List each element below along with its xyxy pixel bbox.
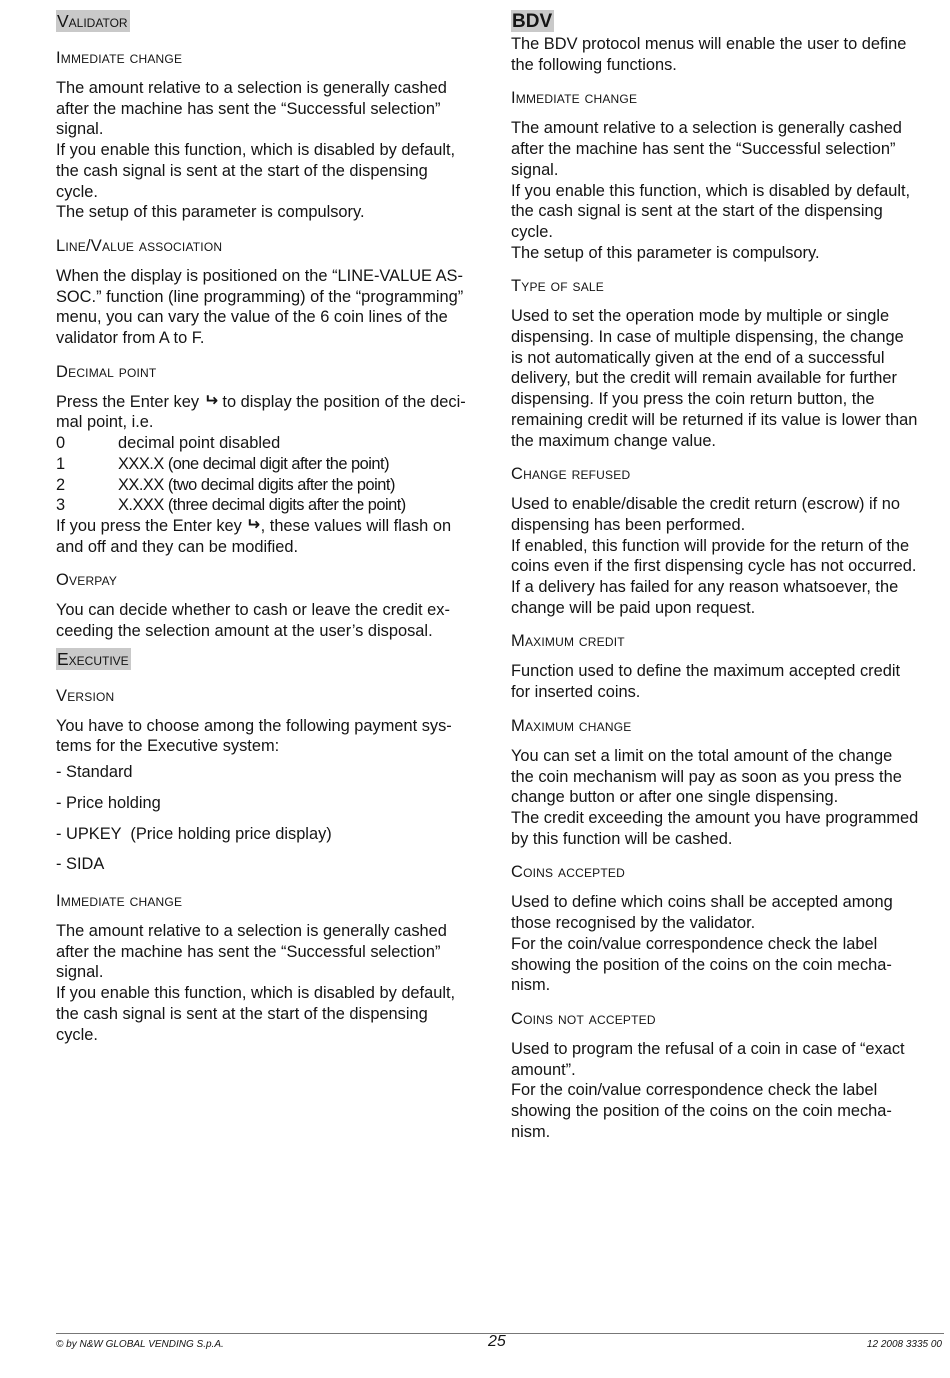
text-line: The setup of this parameter is compulsory.	[511, 243, 820, 262]
text-line: the maximum change value.	[511, 431, 716, 450]
change-refused-heading: Change refused	[511, 465, 631, 484]
text-line: Function used to define the maximum accepted credit	[511, 662, 901, 681]
text-line: Used to enable/disable the credit return (escrow) if no	[511, 495, 901, 514]
enter-key-icon: ↵	[203, 390, 218, 410]
decimal-option-row	[56, 433, 486, 454]
text-line: dispensing. In case of multiple dispensing, the change	[511, 328, 904, 347]
footer-copyright: © by N&W GLOBAL VENDING S.p.A.	[56, 1339, 224, 1350]
text-line: the cash signal is sent at the start of the dispensing	[56, 161, 428, 180]
text-line: showing the position of the coins on the coin mecha-	[511, 1102, 892, 1121]
immediate-change-heading: Immediate change	[56, 49, 183, 67]
text-line: the cash signal is sent at the start of the dispensing	[56, 1004, 428, 1023]
coins-not-accepted-text	[511, 1039, 943, 1143]
bdv-intro-text	[511, 34, 943, 75]
text-line: signal.	[56, 963, 104, 982]
decimal-option-number: 1	[56, 454, 66, 473]
decimal-option-desc: XX.XX (two decimal digits after the point)	[118, 475, 395, 494]
text-line: change button or after one single dispensing.	[511, 788, 839, 807]
text-line: You have to choose among the following payment sys-	[56, 716, 452, 735]
list-item: - Standard	[56, 763, 133, 782]
text-line: change will be paid upon request.	[511, 598, 756, 617]
immediate-change-heading: Immediate change	[56, 891, 183, 910]
left-column	[56, 10, 486, 1058]
text-line: delivery, but the credit will remain available for further	[511, 369, 897, 388]
text-line: dispensing has been performed.	[511, 515, 746, 534]
text-line: Used to program the refusal of a coin in case of “exact	[511, 1039, 905, 1058]
text-line: remaining credit will be returned if its value is lower than	[511, 410, 918, 429]
line-value-heading: Line/Value association	[56, 236, 223, 255]
text-line: the coin mechanism will pay as soon as you press the	[511, 767, 902, 786]
text-line: nism.	[511, 1122, 551, 1141]
text-line: If a delivery has failed for any reason whatsoever, the	[511, 578, 899, 597]
immediate-change-text	[56, 921, 486, 1045]
text-line: signal.	[511, 160, 559, 179]
version-heading: Version	[56, 686, 115, 705]
list-item: - Price holding	[56, 793, 161, 812]
text-line: signal.	[56, 120, 104, 139]
list-item: - SIDA	[56, 855, 105, 874]
text-line: tems for the Executive system:	[56, 737, 280, 756]
text-line: You can set a limit on the total amount of the change	[511, 746, 893, 765]
change-refused-text	[511, 494, 943, 618]
text-line: after the machine has sent the “Successful selection”	[511, 140, 896, 159]
text-line: Used to set the operation mode by multiple or single	[511, 307, 890, 326]
immediate-change-heading: Immediate change	[511, 89, 638, 108]
coins-accepted-heading: Coins accepted	[511, 863, 625, 882]
text-line: The credit exceeding the amount you have programmed	[511, 808, 919, 827]
maximum-credit-text	[511, 661, 943, 702]
text-line: cycle.	[56, 182, 98, 201]
coins-not-accepted-heading: Coins not accepted	[511, 1009, 656, 1028]
version-text	[56, 716, 486, 757]
text-fragment: , these values will flash on	[260, 516, 452, 535]
text-line: For the coin/value correspondence check the label	[511, 1081, 878, 1100]
text-line: SOC.” function (line programming) of the “programming”	[56, 287, 464, 306]
decimal-option-desc: XXX.X (one decimal digit after the point)	[118, 454, 390, 473]
right-column	[511, 10, 943, 1155]
type-of-sale-heading: Type of sale	[511, 277, 605, 296]
text-line: The amount relative to a selection is generally cashed	[56, 921, 447, 940]
text-line: the cash signal is sent at the start of the dispensing	[511, 202, 883, 221]
text-line: cycle.	[511, 222, 553, 241]
line-value-text	[56, 266, 486, 349]
decimal-option-row	[56, 454, 486, 475]
text-fragment: If you press the Enter key	[56, 516, 247, 535]
text-line: dispensing. If you press the coin return button, the	[511, 390, 875, 409]
payment-systems-list	[56, 762, 486, 875]
coins-accepted-text	[511, 892, 943, 996]
text-line: The setup of this parameter is compulsory.	[56, 203, 365, 222]
text-line: amount”.	[511, 1060, 576, 1079]
text-line: ceeding the selection amount at the user’s disposal.	[56, 622, 433, 641]
decimal-option-row	[56, 475, 486, 496]
text-line: by this function will be cashed.	[511, 829, 733, 848]
document-code: 12 2008 3335 00	[866, 1339, 942, 1350]
decimal-options-table	[56, 433, 486, 516]
text-line: menu, you can vary the value of the 6 coin lines of the	[56, 308, 448, 327]
maximum-change-text	[511, 746, 943, 850]
text-fragment: Press the Enter key	[56, 392, 204, 411]
text-line: If you enable this function, which is disabled by default,	[511, 181, 911, 200]
immediate-change-text	[56, 78, 486, 223]
decimal-option-desc: X.XXX (three decimal digits after the point)	[118, 496, 406, 515]
text-line: The BDV protocol menus will enable the user to define	[511, 35, 907, 53]
text-line: showing the position of the coins on the coin mecha-	[511, 955, 892, 974]
text-line: If you enable this function, which is disabled by default,	[56, 984, 456, 1003]
decimal-option-row	[56, 495, 486, 516]
text-line: coins even if the first dispensing cycle has not occurred.	[511, 557, 917, 576]
decimal-option-number: 0	[56, 434, 66, 453]
maximum-credit-heading: Maximum credit	[511, 632, 625, 651]
text-line: If you enable this function, which is disabled by default,	[56, 141, 456, 160]
text-line: the following functions.	[511, 55, 677, 74]
text-line: When the display is positioned on the “LINE-VALUE AS-	[56, 266, 463, 285]
text-line: The amount relative to a selection is generally cashed	[511, 119, 902, 138]
text-line: If enabled, this function will provide for the return of the	[511, 536, 910, 555]
text-line: You can decide whether to cash or leave the credit ex-	[56, 601, 450, 620]
text-line: for inserted coins.	[511, 683, 641, 702]
text-fragment: to display the position of the deci-	[217, 392, 466, 411]
enter-key-icon: ↵	[246, 514, 261, 534]
text-line: mal point, i.e.	[56, 413, 154, 432]
decimal-point-heading: Decimal point	[56, 362, 157, 381]
validator-section-title: Validator	[57, 11, 128, 31]
type-of-sale-text	[511, 306, 943, 451]
overpay-heading: Overpay	[56, 571, 118, 590]
page-number: 25	[488, 1333, 506, 1350]
text-line: after the machine has sent the “Successful selection”	[56, 99, 441, 118]
decimal-point-text	[56, 392, 486, 558]
text-line: nism.	[511, 976, 551, 995]
text-line: is not automatically given at the end of a successful	[511, 348, 885, 367]
text-line: those recognised by the validator.	[511, 914, 756, 933]
text-line: validator from A to F.	[56, 329, 205, 348]
text-line	[56, 392, 486, 413]
text-line: For the coin/value correspondence check the label	[511, 934, 878, 953]
overpay-text	[56, 600, 486, 641]
text-line: Used to define which coins shall be accepted among	[511, 893, 893, 912]
text-line: and off and they can be modified.	[56, 537, 299, 556]
maximum-change-heading: Maximum change	[511, 716, 632, 735]
text-line: cycle.	[56, 1025, 98, 1044]
immediate-change-text	[511, 118, 943, 263]
decimal-option-number: 2	[56, 475, 66, 494]
text-line: The amount relative to a selection is generally cashed	[56, 79, 447, 97]
decimal-option-desc: decimal point disabled	[118, 434, 281, 453]
bdv-section-title: BDV	[512, 11, 553, 32]
text-line: after the machine has sent the “Successful selection”	[56, 942, 441, 961]
list-item: - UPKEY (Price holding price display)	[56, 824, 332, 843]
decimal-option-number: 3	[56, 496, 66, 515]
text-line	[56, 516, 486, 537]
executive-section-title: Executive	[57, 648, 129, 669]
